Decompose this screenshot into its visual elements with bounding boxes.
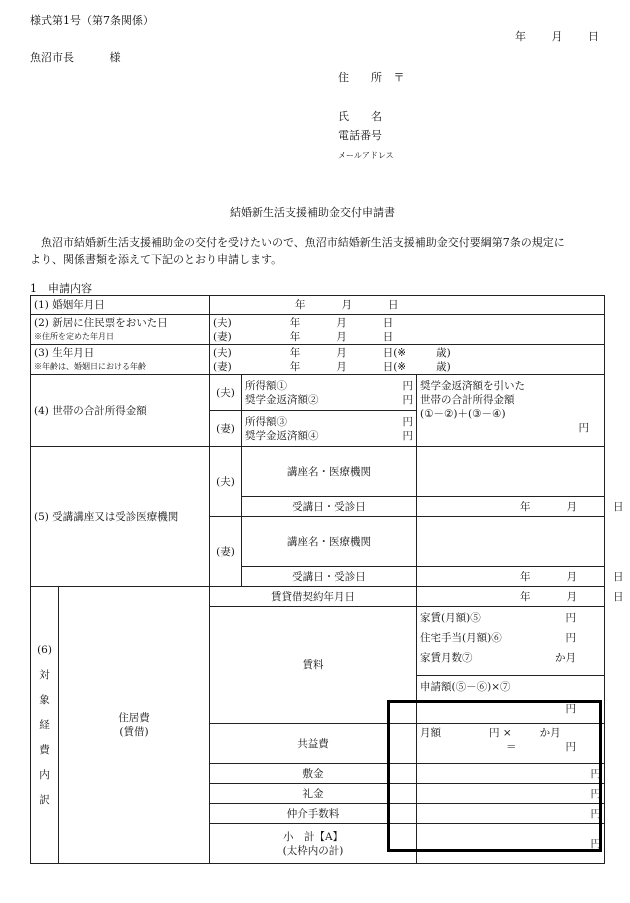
row-marriage-date	[31, 296, 605, 315]
course-date-value-h[interactable]: 年 月 日	[417, 497, 605, 517]
contract-label: 賃貸借契約年月日	[210, 587, 417, 607]
expenses-label: (6) 対 象 経 費 内 訳	[31, 587, 59, 864]
course-name-value-h[interactable]	[417, 447, 605, 497]
address-label: 住 所	[338, 71, 382, 84]
course-name-value-w[interactable]	[417, 517, 605, 567]
residence-values[interactable]: (夫) 年 月 日 (妻) 年 月 日	[210, 315, 605, 345]
common-fee-label: 共益費	[210, 724, 417, 764]
rent-details[interactable]: 家賃(月額)⑤ 円 住宅手当(月額)⑥ 円 家賃月数⑦ か月	[417, 607, 605, 676]
brokerage-value[interactable]: 円	[417, 804, 605, 824]
section-heading: 1 申請内容	[30, 282, 92, 295]
income-wife-tag: (妻)	[210, 411, 242, 447]
marriage-date-value[interactable]: 年 月 日	[210, 296, 605, 315]
course-date-label-w: 受講日・受診日	[242, 567, 417, 587]
addressee-name: 魚沼市長	[30, 51, 74, 64]
marriage-date-label: (1) 婚姻年月日	[31, 296, 210, 315]
deposit-value[interactable]: 円	[417, 764, 605, 784]
row-course-husband	[31, 447, 605, 497]
phone-field[interactable]: 電話番号	[338, 129, 382, 142]
course-name-label-w: 講座名・医療機関	[242, 517, 417, 567]
form-number: 様式第1号（第7条関係）	[30, 14, 154, 27]
honorific: 様	[109, 51, 121, 64]
course-date-label-h: 受講日・受診日	[242, 497, 417, 517]
housing-sub: (賃借)	[119, 726, 149, 738]
subtotal-note: (太枠内の計)	[282, 844, 344, 857]
date-month: 月	[551, 30, 563, 43]
application-table	[30, 295, 624, 864]
subtotal-value[interactable]: 円	[417, 824, 605, 864]
brokerage-label: 仲介手数料	[210, 804, 417, 824]
housing-label: 住居費 (賃借)	[59, 587, 210, 864]
row-residence	[31, 315, 605, 345]
date-year: 年	[515, 30, 526, 43]
intro-line-2: より、関係書類を添えて下記のとおり申請します。	[30, 253, 283, 266]
email-field[interactable]: メールアドレス	[338, 151, 394, 160]
postal-mark: 〒	[393, 71, 405, 84]
row-birthdate	[31, 345, 605, 375]
addressee	[30, 49, 121, 65]
intro-line-1: 魚沼市結婚新生活支援補助金の交付を受けたいので、魚沼市結婚新生活支援補助金交付要綱第7条の規定に	[30, 236, 565, 249]
submit-date	[515, 28, 599, 44]
name-field[interactable]: 氏 名	[338, 110, 382, 123]
residence-label: (2) 新居に住民票をおいた日 ※住所を定めた年月日	[31, 315, 210, 345]
common-fee-value[interactable]: 月額 円 × か月 ＝ 円	[417, 724, 605, 764]
birth-label: (3) 生年月日 ※年齢は、婚姻日における年齢	[31, 345, 210, 375]
income-husband-tag: (夫)	[210, 375, 242, 411]
income-total[interactable]: 奨学金返済額を引いた 世帯の合計所得金額 (①－②)＋(③－④) 円	[417, 375, 605, 447]
address-field[interactable]	[338, 69, 405, 85]
key-money-label: 礼金	[210, 784, 417, 804]
row-contract-date	[31, 587, 605, 607]
income-label: (4) 世帯の合計所得金額	[31, 375, 210, 447]
key-money-value[interactable]: 円	[417, 784, 605, 804]
course-husband-tag: (夫)	[210, 447, 242, 517]
income-wife-values[interactable]: 所得額③ 円 奨学金返済額④ 円	[242, 411, 417, 447]
income-husband-values[interactable]: 所得額① 円 奨学金返済額② 円	[242, 375, 417, 411]
course-name-label-h: 講座名・医療機関	[242, 447, 417, 497]
course-wife-tag: (妻)	[210, 517, 242, 587]
course-label: (5) 受講講座又は受診医療機関	[31, 447, 210, 587]
contract-value[interactable]: 年 月 日	[417, 587, 605, 607]
document-title: 結婚新生活支援補助金交付申請書	[230, 206, 395, 219]
apply-amount[interactable]: 申請額(⑤－⑥)×⑦ 円	[417, 676, 605, 724]
rent-label: 賃料	[210, 607, 417, 724]
row-income-husband	[31, 375, 605, 411]
subtotal-label: 小 計【A】 (太枠内の計)	[210, 824, 417, 864]
date-day: 日	[588, 30, 599, 43]
course-date-value-w[interactable]: 年 月 日	[417, 567, 605, 587]
birth-values[interactable]: (夫) 年 月 日 (※ 歳) (妻) 年 月 日 (※ 歳)	[210, 345, 605, 375]
residence-note: ※住所を定めた年月日	[34, 331, 114, 341]
birth-note: ※年齢は、婚姻日における年齢	[34, 361, 146, 371]
deposit-label: 敷金	[210, 764, 417, 784]
